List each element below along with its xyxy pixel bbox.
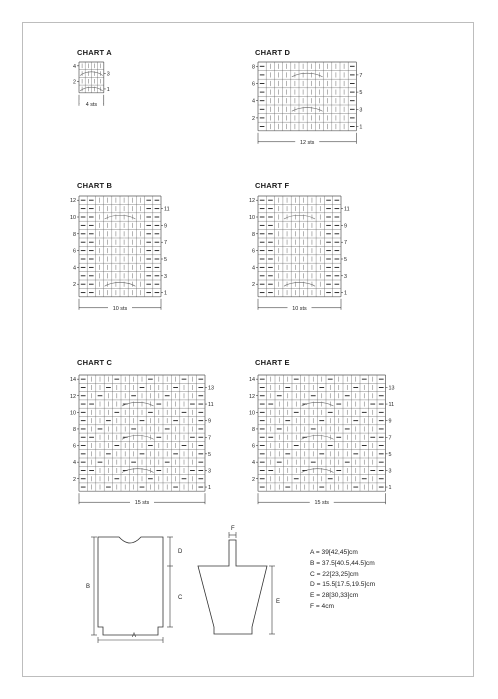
row-label-left: 2: [73, 282, 76, 289]
row-label-right: 1: [344, 290, 347, 297]
row-label-left: 8: [252, 426, 255, 433]
row-label-left: 4: [252, 460, 255, 467]
row-label-right: 1: [359, 124, 363, 131]
measurement-a: A = 39[42,45]cm: [310, 549, 358, 556]
row-label-left: 8: [252, 231, 255, 238]
measurement-e: E = 28[30,33]cm: [310, 592, 359, 600]
row-label-right: 7: [208, 435, 211, 442]
row-label-right: 3: [388, 468, 392, 475]
row-label-left: 2: [73, 476, 76, 483]
label-f: F: [231, 526, 235, 532]
row-label-right: 13: [208, 385, 214, 392]
row-label-left: 6: [252, 443, 255, 450]
row-label-right: 7: [359, 72, 363, 79]
row-label-right: 3: [106, 71, 110, 78]
row-label-left: 2: [252, 115, 255, 122]
row-label-left: 12: [70, 198, 76, 205]
row-label-right: 5: [344, 257, 347, 263]
stitch-count-b: 10 sts: [112, 305, 128, 312]
row-label-left: 12: [249, 393, 255, 400]
label-b: B: [86, 584, 91, 590]
measurement-b: B = 37.5[40.5,44.5]cm: [310, 559, 375, 567]
row-label-left: 10: [249, 215, 255, 221]
stitch-count-e: 15 sts: [314, 500, 329, 507]
row-label-right: 1: [208, 485, 211, 492]
body-outline: [98, 537, 163, 635]
chart-title-f: CHART F: [255, 181, 290, 190]
row-label-right: 9: [164, 223, 167, 230]
stitch-count-a: 4 sts: [85, 101, 98, 108]
row-label-right: 3: [344, 273, 347, 280]
row-label-left: 14: [70, 377, 76, 384]
measurement-d: D = 15.5[17.5,19.5]cm: [310, 581, 376, 589]
row-label-left: 10: [70, 215, 76, 221]
row-label-right: 7: [344, 240, 347, 247]
row-label-left: 10: [249, 410, 255, 417]
row-label-right: 5: [388, 451, 392, 458]
chart-title-c: CHART C: [77, 358, 113, 367]
row-label-left: 6: [252, 248, 255, 255]
row-label-left: 2: [252, 282, 255, 289]
row-label-right: 7: [164, 240, 167, 247]
row-label-right: 11: [344, 206, 350, 213]
row-label-left: 4: [252, 98, 255, 105]
row-label-right: 3: [208, 468, 211, 475]
row-label-right: 9: [388, 418, 392, 425]
row-label-left: 12: [249, 198, 255, 205]
row-label-right: 11: [388, 402, 395, 409]
row-label-right: 11: [164, 206, 170, 213]
row-label-left: 8: [252, 64, 255, 71]
row-label-left: 2: [73, 79, 76, 86]
row-label-right: 1: [106, 86, 110, 93]
row-label-right: 5: [164, 257, 167, 263]
row-label-right: 1: [164, 290, 167, 297]
row-label-right: 9: [344, 223, 347, 230]
row-label-left: 12: [70, 393, 76, 400]
row-label-left: 6: [73, 443, 76, 450]
row-label-left: 2: [252, 476, 255, 483]
label-c: C: [178, 595, 183, 601]
stitch-count-d: 12 sts: [300, 139, 315, 146]
row-label-right: 3: [359, 107, 363, 114]
row-label-right: 3: [164, 273, 167, 280]
label-e: E: [276, 599, 281, 605]
stitch-count-c: 15 sts: [134, 500, 150, 507]
row-label-left: 6: [73, 248, 76, 255]
row-label-right: 5: [359, 90, 363, 97]
row-label-left: 10: [70, 410, 76, 417]
chart-title-d: CHART D: [255, 48, 291, 57]
row-label-left: 4: [252, 265, 255, 272]
measurement-f: F = 4cm: [310, 602, 334, 610]
row-label-right: 7: [388, 435, 392, 442]
row-label-left: 6: [252, 81, 255, 88]
chart-title-b: CHART B: [77, 181, 113, 190]
row-label-left: 4: [73, 460, 76, 467]
sleeve-outline: [198, 540, 267, 634]
measurement-c: C = 22[23,25]cm: [310, 570, 359, 578]
row-label-right: 5: [208, 451, 211, 458]
row-label-left: 4: [73, 265, 76, 272]
stitch-count-f: 10 sts: [292, 305, 307, 312]
row-label-right: 1: [388, 485, 392, 492]
row-label-left: 8: [73, 426, 76, 433]
row-label-left: 8: [73, 231, 76, 238]
chart-title-a: CHART A: [77, 48, 112, 57]
row-label-right: 9: [208, 418, 211, 425]
label-a: A: [132, 633, 137, 639]
chart-title-e: CHART E: [255, 358, 290, 367]
row-label-right: 11: [208, 402, 214, 409]
label-d: D: [178, 549, 183, 555]
row-label-left: 4: [73, 63, 76, 70]
row-label-right: 13: [388, 385, 395, 392]
row-label-left: 14: [249, 377, 255, 384]
